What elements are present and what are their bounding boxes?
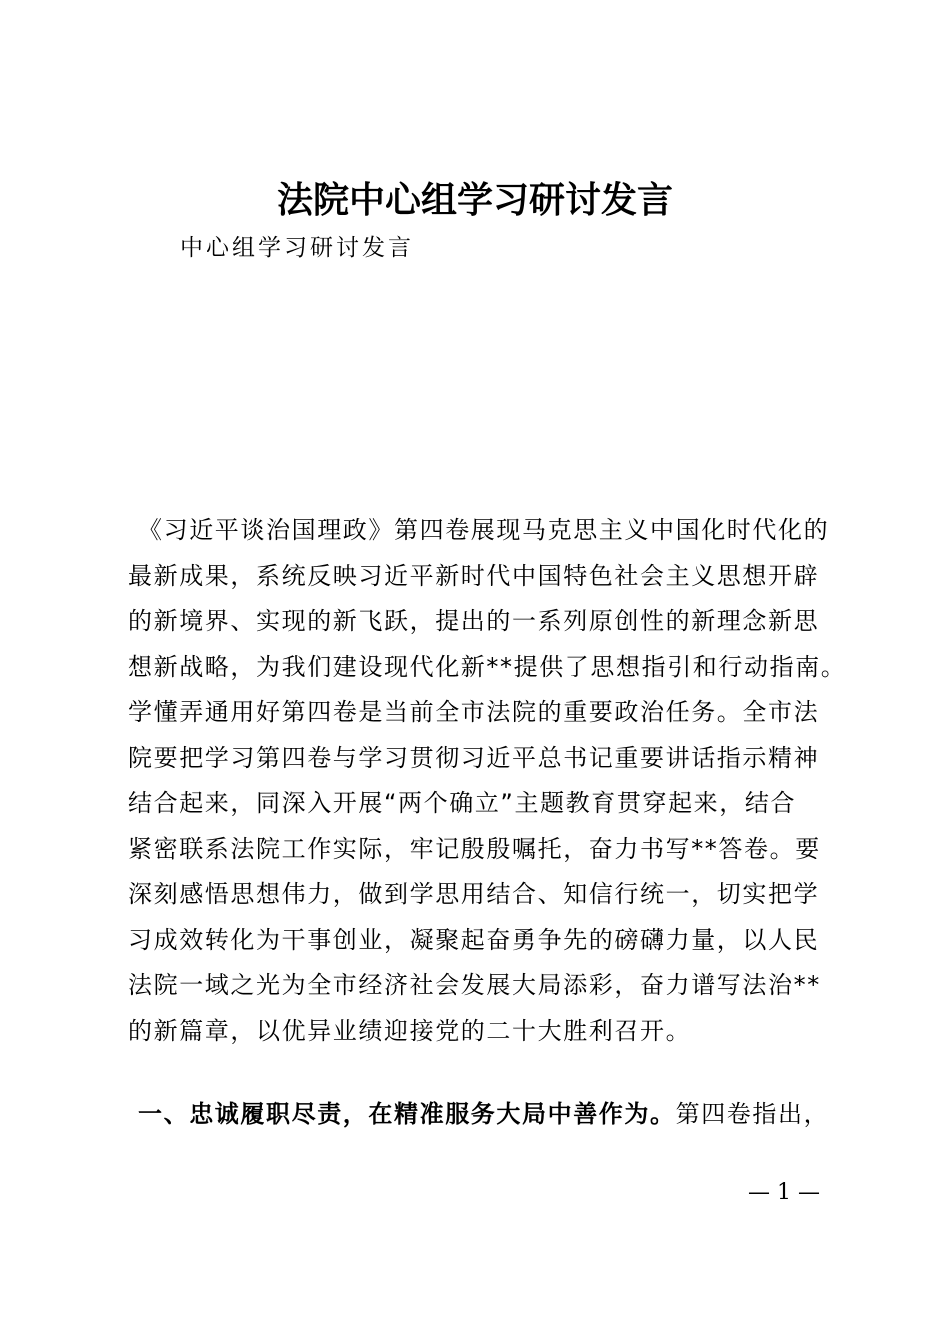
paragraph-line: 紧密联系法院工作实际，牢记殷殷嘱托，奋力书写**答卷。要 <box>128 834 821 863</box>
document-subtitle: 中心组学习研讨发言 <box>180 235 414 261</box>
paragraph-line: 法院一域之光为全市经济社会发展大局添彩，奋力谱写法治** <box>128 971 821 999</box>
paragraph-line: 结合起来，同深入开展“两个确立”主题教育贯穿起来，结合 <box>128 789 797 817</box>
paragraph-line: 深刻感悟思想伟力，做到学思用结合、知信行统一，切实把学 <box>128 880 820 908</box>
paragraph-line: 习成效转化为干事创业，凝聚起奋勇争先的磅礴力量，以人民 <box>128 925 820 954</box>
section-heading: 一、忠诚履职尽责，在精准服务大局中善作为。 <box>138 1100 676 1128</box>
paragraph-line: 的新篇章，以优异业绩迎接党的二十大胜利召开。 <box>128 1016 692 1045</box>
paragraph-line: 院要把学习第四卷与学习贯彻习近平总书记重要讲话指示精神 <box>128 743 820 772</box>
paragraph-line: 想新战略，为我们建设现代化新**提供了思想指引和行动指南。 <box>128 652 847 681</box>
paragraph-line: 学懂弄通用好第四卷是当前全市法院的重要政治任务。全市法 <box>128 698 820 726</box>
section-heading-line <box>138 1090 829 1138</box>
page-number: — 1 — <box>748 1180 820 1205</box>
document-title: 法院中心组学习研讨发言 <box>276 179 673 221</box>
paragraph-line: 最新成果，系统反映习近平新时代中国特色社会主义思想开辟 <box>128 561 820 590</box>
section-text: 第四卷指出， <box>675 1100 830 1128</box>
paragraph-line: 《习近平谈治国理政》第四卷展现马克思主义中国化时代化的 <box>138 516 830 544</box>
paragraph-line: 的新境界、实现的新飞跃，提出的一系列原创性的新理念新思 <box>128 607 820 635</box>
body-paragraph <box>128 508 848 1054</box>
